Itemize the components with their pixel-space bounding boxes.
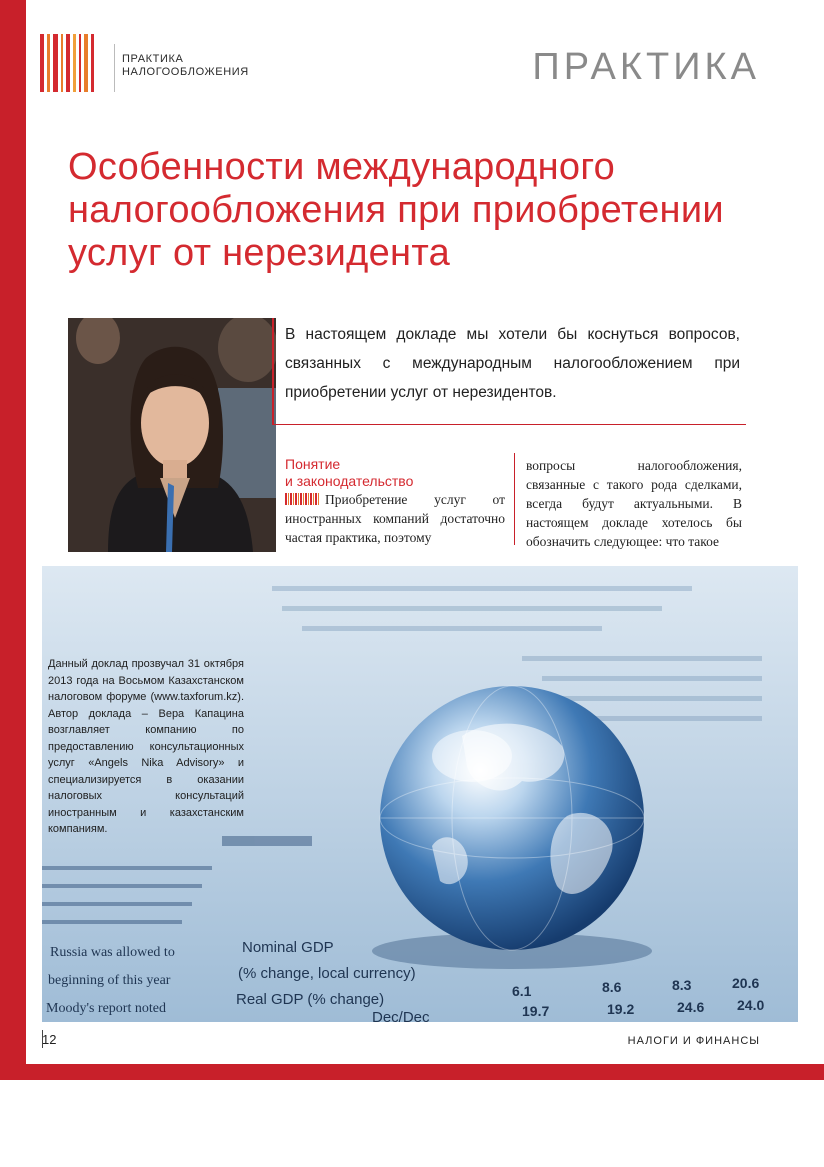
section-stripes-logo — [40, 34, 96, 92]
news-text-line5: Russia was allowed to — [50, 945, 175, 960]
author-bio: Данный доклад прозвучал 31 октября 2013 года на Восьмом Казахстанском налоговом форуме (www.taxforum.kz). Автор доклада – Вера Капацина возглавляет компанию по предоставлению консультационных услуг «Angels Nika Advisory» и специализируется в оказании налоговых консультаций иностранным и казахстанским компаниям. — [48, 658, 244, 835]
section-label-line2: НАЛОГООБЛОЖЕНИЯ — [122, 66, 249, 78]
subhead-line2: и законодательство — [285, 473, 414, 489]
paragraph-stripe-marker — [285, 493, 319, 505]
magazine-title: НАЛОГИ И ФИНАНСЫ — [627, 1035, 760, 1047]
news-num-r1c1: 6.1 — [512, 983, 532, 999]
body-column-1-text: Приобретение услуг от иностранных компаний достаточно частая практика, поэтому — [285, 492, 505, 545]
section-label — [122, 53, 249, 79]
page-number: 12 — [42, 1032, 57, 1047]
news-text-line3: Real GDP (% change) — [236, 991, 385, 1008]
news-num-r1c3: 8.3 — [672, 977, 692, 993]
news-num-r2c1: 19.7 — [522, 1003, 550, 1019]
article-title: Особенности международного налогообложения при приобретении услуг от нерезидента — [68, 146, 724, 274]
news-text-line1: Nominal GDP — [242, 939, 334, 956]
section-label-line1: ПРАКТИКА — [122, 53, 184, 65]
column-divider — [514, 453, 515, 545]
news-text-line6: beginning of this year — [48, 973, 171, 988]
news-num-r2c4: 24.0 — [737, 997, 765, 1013]
news-num-r1c2: 8.6 — [602, 979, 622, 995]
news-num-r1c4: 20.6 — [732, 975, 760, 991]
lead-paragraph: В настоящем докладе мы хотели бы коснуться вопросов, связанных с международным налогообложением при приобретении услуг от нерезидентов. — [285, 326, 740, 401]
author-photo — [68, 318, 276, 552]
header-divider — [114, 44, 115, 92]
body-column-2: вопросы налогообложения, связанные с такого рода сделками, всегда будут актуальными. В настоящем докладе хотелось бы обозначить следующее: что такое — [526, 458, 742, 549]
news-text-line2: (% change, local currency) — [238, 965, 416, 982]
news-text-line7: Moody's report noted — [46, 1001, 166, 1016]
news-num-r2c2: 19.2 — [607, 1001, 635, 1017]
subhead-line1: Понятие — [285, 456, 341, 472]
subhead — [285, 456, 413, 490]
news-num-r2c3: 24.6 — [677, 999, 705, 1015]
body-column-1 — [285, 490, 505, 547]
news-text-line4: Dec/Dec — [372, 1009, 430, 1022]
section-title: ПРАКТИКА — [532, 46, 760, 88]
